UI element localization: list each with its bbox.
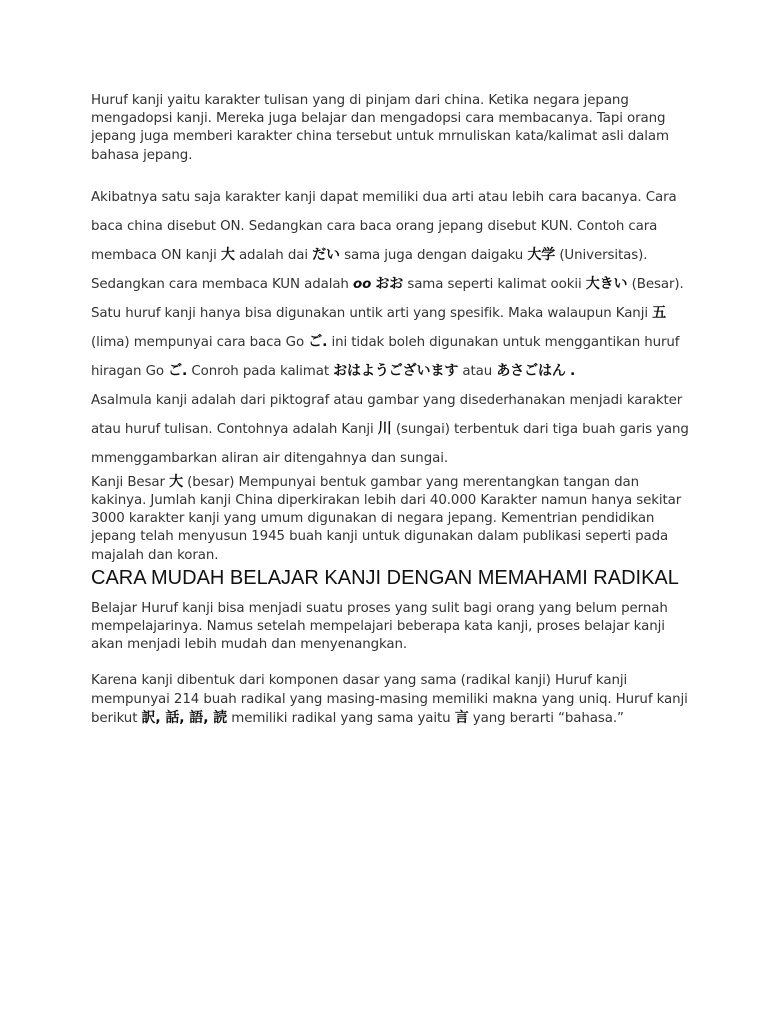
text-run: (Besar). [627,276,684,292]
paragraph-learning: Belajar Huruf kanji bisa menjadi suatu proses yang sulit bagi orang yang belum pernah mempelajarinya. Namus setelah mempelajari beberapa kata kanji, proses belajar kanji akan menjadi lebih mudah dan menyenangkan. [91,600,668,653]
text-run: Akibatnya satu saja karakter kanji dapat memiliki dua arti atau lebih cara bacanya. Cara baca china disebut ON. Sedangkan cara baca orang jepang disebut KUN. Contoh cara membaca ON kanji [91,189,677,263]
text-run: Satu huruf kanji hanya bisa digunakan untik arti yang spesifik. Maka walaupun Kanji [91,305,653,321]
text-run: yang berarti “bahasa.” [468,710,624,726]
paragraph-kanji-origin: Huruf kanji yaitu karakter tulisan yang di pinjam dari china. Ketika negara jepang mengadopsi kanji. Mereka juga belajar dan mengadopsi cara membacanya. Tapi orang jepang juga memberi karakter china tersebut untuk mrnuliskan kata/kalimat asli dalam bahasa jepang. [91,93,669,163]
hiragana-go: ご. [308,333,328,350]
kanji-besar: 大 [169,473,184,490]
text-run: (Universitas). Sedangkan cara membaca KUN adalah [91,247,648,292]
paragraph-pictograph [91,386,691,473]
document-body [91,92,691,728]
text-run: memiliki radikal yang sama yaitu [227,710,455,726]
text-run: (lima) mempunyai cara baca Go [91,334,309,350]
text-run: Kanji Besar [91,474,170,490]
kanji-gen: 言 [454,709,469,726]
kanji-dai: 大 [220,246,235,263]
kanji-go: 五 [652,304,667,321]
trailing-period: . [570,362,576,379]
text-run: atau [458,363,497,379]
kanji-radical-examples: 訳, 話, 語, 読 [141,709,228,726]
text-run: Karena kanji dibentuk dari komponen dasar yang sama (radikal kanji) Huruf kanji mempunyai 214 buah radikal yang masing-masing memiliki makna yang uniq. Huruf kanji berikut [91,673,688,726]
text-run: sama seperti kalimat ookii [403,276,586,292]
paragraph-kanji-count [91,473,691,565]
section-heading: CARA MUDAH BELAJAR KANJI DENGAN MEMAHAMI RADIKAL [91,566,679,589]
text-run: Asalmula kanji adalah dari piktograf atau gambar yang disederhanakan menjadi karakter atau huruf tulisan. Contohnya adalah Kanji [91,392,683,437]
text-run: sama juga dengan daigaku [339,247,528,263]
kanji-ookii: 大きい [585,275,628,292]
hiragana-go-2: ご. [168,362,188,379]
text-run: ini tidak boleh digunakan untuk menggantikan huruf hiragan Go [91,334,680,379]
paragraph-gap [91,654,691,672]
kanji-daigaku: 大学 [527,246,556,263]
kanji-kawa: 川 [377,420,392,437]
text-run: adalah dai [234,247,313,263]
romaji-oo: oo [352,276,372,292]
phrase-asagohan: あさごはん [496,362,566,379]
phrase-ohayou-gozaimasu: おはようございます [333,362,459,379]
paragraph-specific-meaning [91,299,691,386]
hiragana-dai: だい [312,246,340,263]
hiragana-oo: おお [375,275,404,292]
text-run: Conroh pada kalimat [187,363,334,379]
paragraph-gap [91,165,691,183]
paragraph-radical [91,672,691,728]
paragraph-reading-on-kun [91,183,691,299]
text-run: (sungai) terbentuk dari tiga buah garis yang mmenggambarkan aliran air ditengahnya dan sungai. [91,421,689,466]
text-run: (besar) Mempunyai bentuk gambar yang merentangkan tangan dan kakinya. Jumlah kanji China diperkirakan lebih dari 40.000 Karakter namun hanya sekitar 3000 karakter kanji yang umum digunakan di negara jepang. Kementrian pendidikan jepang telah menyusun 1945 buah kanji untuk digunakan dalam publikasi seperti pada majalah dan koran. [91,474,682,563]
